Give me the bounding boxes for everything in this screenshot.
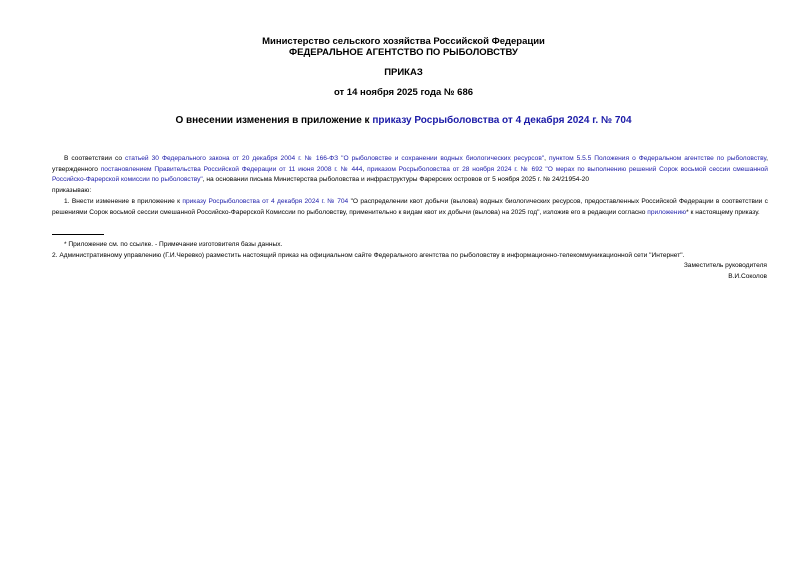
link-order-704[interactable]: приказу Росрыболовства от 4 декабря 2024 г. № 704 [182, 198, 349, 205]
document-type: ПРИКАЗ [384, 67, 423, 78]
preamble-paragraph [52, 154, 768, 186]
signature-name: В.И.Соколов [728, 273, 767, 280]
item-1-text: 1. Внести изменение в приложение к [64, 198, 183, 205]
order-word: приказываю: [52, 187, 92, 194]
preamble-text: , [544, 155, 550, 162]
link-appendix[interactable]: приложению [647, 208, 687, 216]
title-prefix: О внесении изменения в приложение к [175, 115, 373, 126]
document-date-number: от 14 ноября 2025 года № 686 [333, 87, 474, 98]
signature-position: Заместитель руководителя [683, 262, 767, 269]
link-order-692[interactable]: приказом Росрыболовства от 28 ноября 2024 г. № 692 "О мерах по выполнению решений Сорок восьмой сессии смешанной Российско-Фарерской комиссии по рыболовству" [52, 165, 768, 183]
preamble-text: , [362, 165, 368, 173]
link-regulation-5-5-5[interactable]: пунктом 5.5.5 Положения о Федеральном агентстве по рыболовству [549, 155, 767, 162]
title-link-order-704[interactable]: приказу Росрыболовства от 4 декабря 2024 г. № 704 [372, 115, 632, 126]
item-1-text: * к настоящему приказу. [686, 208, 760, 216]
link-government-decree-444[interactable]: постановлением Правительства Российской Федерации от 11 июня 2008 г. № 444 [100, 165, 363, 173]
preamble-text: В соответствии со [64, 155, 126, 162]
footnote: * Приложение см. по ссылке. - Примечание изготовителя базы данных. [64, 241, 283, 248]
item-1-text: "О распределении квот добычи (вылова) водных биологических ресурсов, предоставленных Российской Федерации в соответствии с решениями Сорок восьмой сессии смешанной Российско-Фарерской Комиссии по рыболовству, применительно к видам квот их добычи (вылова) на 2025 год", изложив его в редакции согласно [52, 198, 768, 216]
preamble-text: , на основании письма Министерства рыболовства и инфраструктуры Фарерских островов от 5 ноября 2025 г. № 24/21954-20 [202, 176, 590, 183]
document-title [0, 115, 807, 126]
item-2-paragraph: 2. Административному управлению (Г.И.Черевко) разместить настоящий приказ на официальном сайте Федерального агентства по рыболовству в информационно-телекоммуникационной сети "Интернет". [52, 252, 685, 259]
footnote-divider [52, 234, 104, 235]
ministry-name: Министерство сельского хозяйства Российской Федерации [262, 36, 545, 47]
preamble-text: , утвержденного [52, 155, 768, 173]
agency-name: ФЕДЕРАЛЬНОЕ АГЕНТСТВО ПО РЫБОЛОВСТВУ [289, 47, 518, 58]
link-federal-law-166[interactable]: статьей 30 Федерального закона от 20 декабря 2004 г. № 166-ФЗ "О рыболовстве и сохранении водных биологических ресурсов" [125, 155, 545, 162]
item-1-paragraph [52, 197, 768, 218]
